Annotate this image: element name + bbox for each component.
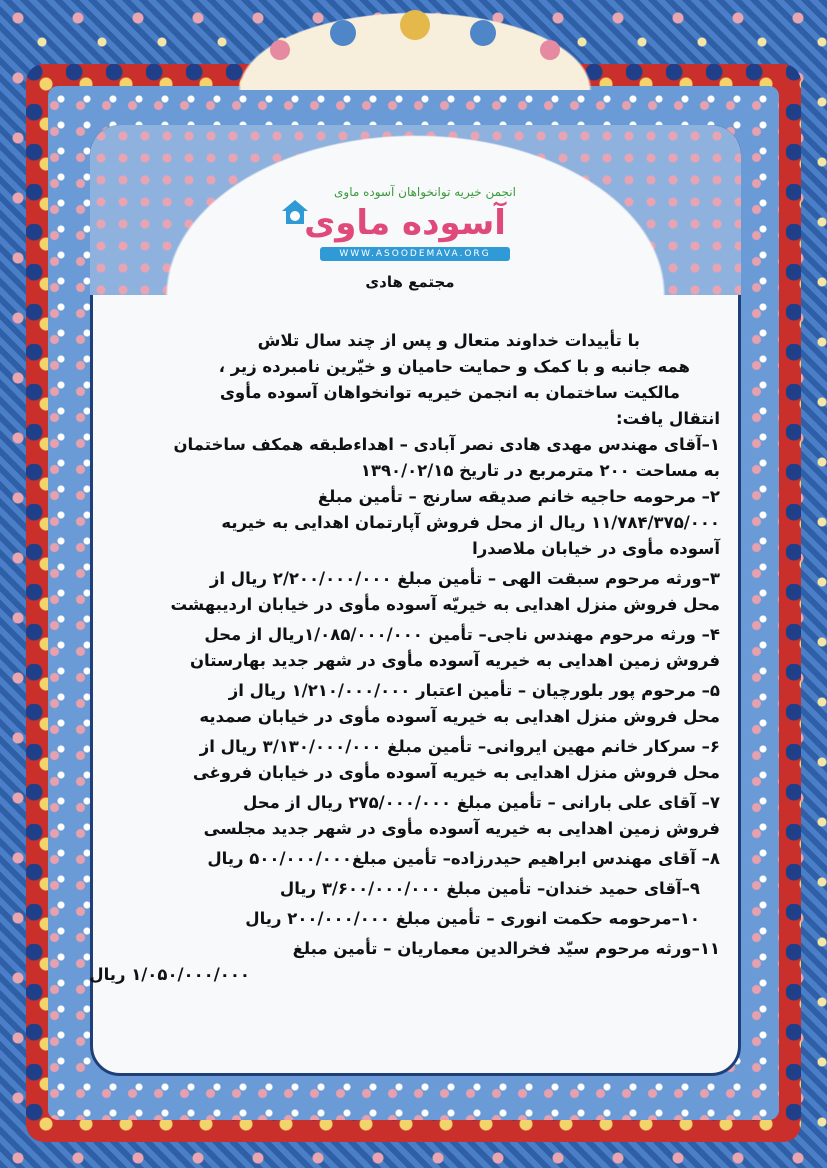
text-line: ۵– مرحوم پور بلورچیان – تأمین اعتبار ۱/۲۱۰/۰۰۰/۰۰۰ ریال از [228, 681, 720, 700]
text-line: ۱۱/۷۸۴/۳۷۵/۰۰۰ ریال از محل فروش آپارتمان اهدایی به خیریه [221, 513, 720, 532]
text-line: با تأییدات خداوند متعال و پس از چند سال تلاش [257, 331, 640, 350]
text-line: انتقال یافت: [616, 409, 720, 428]
text-line: همه جانبه و با کمک و حمایت حامیان و خیّرین نامبرده زیر ، [218, 357, 690, 376]
text-line: ۱۱–ورثه مرحوم سیّد فخرالدین معماریان – تأمین مبلغ [292, 939, 720, 958]
text-line: ۳–ورثه مرحوم سبقت الهی – تأمین مبلغ ۲/۲۰۰/۰۰۰/۰۰۰ ریال از [209, 569, 720, 588]
text-line: به مساحت ۲۰۰ مترمربع در تاریخ ۱۳۹۰/۰۲/۱۵ [360, 461, 720, 480]
text-line: ۱–آقای مهندس مهدی هادی نصر آبادی – اهداءطبقه همکف ساختمان [173, 435, 720, 454]
text-line: ۴– ورثه مرحوم مهندس ناجی– تأمین ۱/۰۸۵/۰۰۰/۰۰۰ریال از محل [204, 625, 720, 644]
text-line: ۲– مرحومه حاجیه خانم صدیقه سارنج – تأمین مبلغ [317, 487, 720, 506]
logo-url: WWW.ASOODEMAVA.ORG [320, 247, 510, 261]
logo-tagline: انجمن خیریه توانخواهان آسوده ماوی [334, 185, 516, 199]
text-line: محل فروش منزل اهدایی به خیریه آسوده مأوی در خیابان فروغی [192, 763, 720, 782]
text-line: محل فروش منزل اهدایی به خیریّه آسوده مأوی در خیابان اردیبهشت [170, 595, 720, 614]
asoodemava-logo [280, 185, 530, 265]
text-line: فروش زمین اهدایی به خیریه آسوده مأوی در شهر جدید بهارستان [189, 651, 720, 670]
text-line: ۷– آقای علی بارانی – تأمین مبلغ ۲۷۵/۰۰۰/۰۰۰ ریال از محل [243, 793, 720, 812]
text-line: ۸– آقای مهندس ابراهیم حیدرزاده– تأمین مبلغ۵۰۰/۰۰۰/۰۰۰ ریال [207, 849, 720, 868]
text-line: ۶– سرکار خانم مهین ایروانی– تأمین مبلغ ۳/۱۳۰/۰۰۰/۰۰۰ ریال از [199, 737, 720, 756]
logo-name: آسوده ماوی [304, 203, 506, 243]
document-title: مجتمع هادی [365, 273, 455, 291]
text-line: مالکیت ساختمان به انجمن خیریه توانخواهان آسوده مأوی [219, 383, 680, 402]
top-floral-crown [210, 0, 620, 90]
text-line: آسوده مأوی در خیابان ملاصدرا [472, 539, 720, 558]
text-line: ۱/۰۵۰/۰۰۰/۰۰۰ ریال [89, 965, 250, 984]
text-line: محل فروش منزل اهدایی به خیریه آسوده مأوی در خیابان صمدیه [199, 707, 720, 726]
text-line: ۹–آقای حمید خندان– تأمین مبلغ ۳/۶۰۰/۰۰۰/۰۰۰ ریال [279, 879, 700, 898]
text-line: فروش زمین اهدایی به خیریه آسوده مأوی در شهر جدید مجلسی [203, 819, 720, 838]
text-line: ۱۰–مرحومه حکمت انوری – تأمین مبلغ ۲۰۰/۰۰۰/۰۰۰ ریال [245, 909, 700, 928]
